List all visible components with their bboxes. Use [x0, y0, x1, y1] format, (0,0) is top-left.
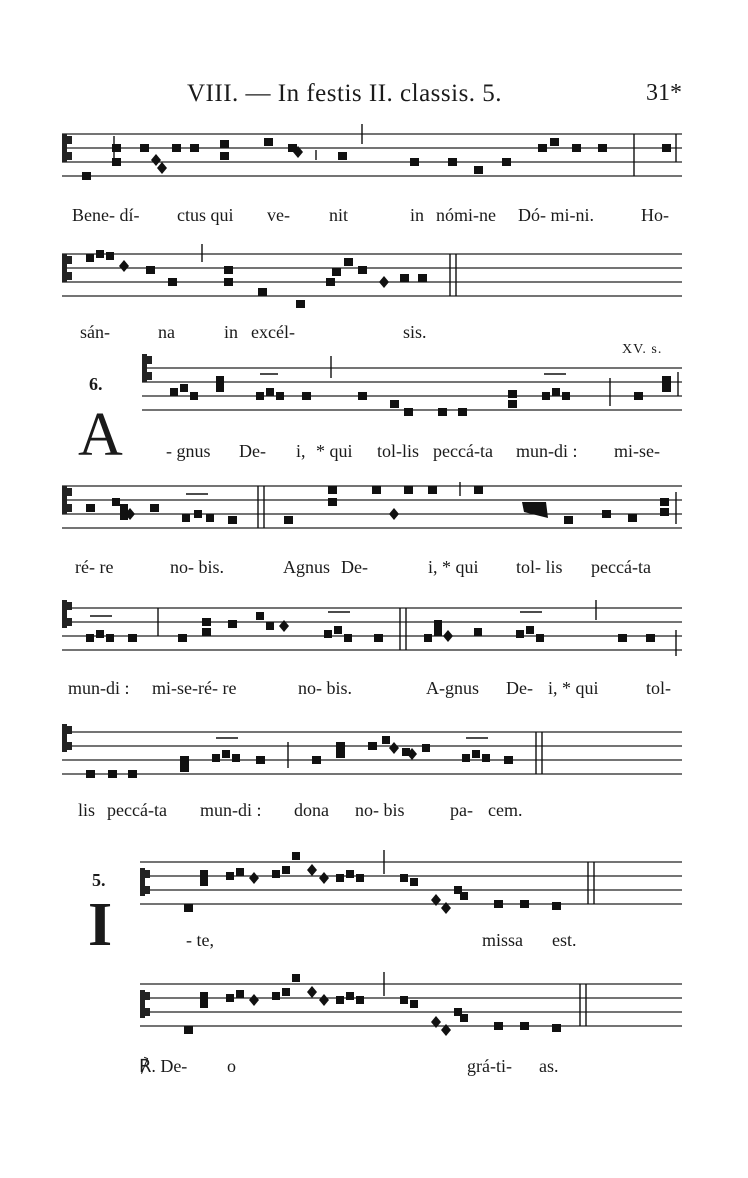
syllable: grá-ti-	[467, 1056, 512, 1076]
syllable: A-gnus	[426, 678, 479, 698]
music-staff-8	[140, 966, 682, 1046]
syllable: nit	[329, 205, 349, 225]
syllable: peccá-ta	[591, 557, 651, 577]
syllable: na	[158, 322, 175, 342]
syllable: i,	[296, 441, 306, 461]
music-staff-4	[62, 468, 682, 548]
syllable: ctus qui	[177, 205, 234, 225]
syllable: mun-di :	[516, 441, 578, 461]
syllable: dona	[294, 800, 329, 820]
syllable: nómi-ne	[436, 205, 496, 225]
syllable: tol-lis	[377, 441, 420, 461]
lyrics-line-7	[0, 930, 748, 956]
syllable: no- bis.	[170, 557, 224, 577]
music-staff-2	[62, 236, 682, 316]
syllable: Dó- mi-ni.	[518, 205, 594, 225]
lyrics-line-6	[0, 800, 748, 826]
lyrics-line-1	[0, 205, 748, 231]
music-staff-1	[62, 116, 682, 196]
syllable: - gnus	[166, 441, 211, 461]
syllable: cem.	[488, 800, 523, 820]
music-staff-5	[62, 590, 682, 670]
music-staff-7	[140, 844, 682, 924]
syllable: no- bis	[355, 800, 405, 820]
syllable: peccá-ta	[433, 441, 493, 461]
music-staff-3	[142, 348, 682, 438]
syllable: in	[410, 205, 425, 225]
music-staff-6	[62, 712, 682, 792]
lyrics-line-3	[0, 441, 748, 467]
syllable: mun-di :	[68, 678, 130, 698]
syllable: Ho-	[641, 205, 669, 225]
lyrics-line-8	[0, 1056, 748, 1082]
section-number: 5.	[92, 870, 106, 890]
syllable: mi-se-ré- re	[152, 678, 237, 698]
syllable: in	[224, 322, 239, 342]
syllable: tol- lis	[516, 557, 563, 577]
syllable: tol-	[646, 678, 671, 698]
syllable: sán-	[80, 322, 110, 342]
syllable: * qui	[316, 441, 353, 461]
page-header	[0, 80, 748, 114]
syllable: o	[227, 1056, 236, 1076]
syllable: no- bis.	[298, 678, 352, 698]
lyrics-line-5	[0, 678, 748, 704]
syllable: mi-se-	[614, 441, 660, 461]
syllable: i, * qui	[548, 678, 599, 698]
page-title: VIII. — In festis II. classis. 5.	[187, 80, 503, 107]
syllable: peccá-ta	[107, 800, 167, 820]
syllable: missa	[482, 930, 524, 950]
syllable: i, * qui	[428, 557, 479, 577]
syllable: Agnus	[283, 557, 331, 577]
syllable: excél-	[251, 322, 295, 342]
syllable: sis.	[403, 322, 427, 342]
syllable: mun-di :	[200, 800, 262, 820]
syllable: Bene- dí-	[72, 205, 140, 225]
syllable: lis	[78, 800, 96, 820]
syllable: ve-	[267, 205, 290, 225]
syllable: De-	[506, 678, 533, 698]
syllable: De-	[341, 557, 368, 577]
page-number: 31*	[646, 80, 682, 106]
syllable: pa-	[450, 800, 473, 820]
initial-letter: A	[78, 401, 123, 469]
mode-tag: XV. s.	[622, 342, 663, 357]
section-number: 6.	[89, 374, 103, 394]
syllable: ℟. De-	[139, 1056, 188, 1076]
lyrics-line-4	[0, 557, 748, 583]
initial-letter: I	[88, 891, 113, 959]
syllable: De-	[239, 441, 266, 461]
syllable: ré- re	[75, 557, 114, 577]
syllable: as.	[539, 1056, 559, 1076]
syllable: - te,	[186, 930, 214, 950]
syllable: est.	[552, 930, 577, 950]
